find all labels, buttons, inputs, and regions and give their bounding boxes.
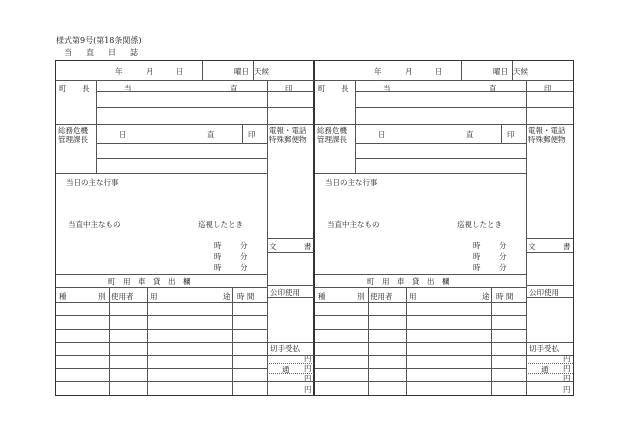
grid-line — [96, 107, 314, 108]
grid-line — [355, 158, 526, 159]
grid-line — [526, 285, 573, 286]
user-label: 使用者 — [370, 292, 393, 301]
weekday-label: 曜日 — [493, 67, 508, 76]
grid-line — [147, 287, 148, 395]
grid-line — [56, 287, 267, 288]
document-label-right: 書 — [563, 242, 571, 251]
grid-line — [512, 61, 513, 80]
crisis-manager-label-1: 総務危機 — [317, 126, 347, 135]
grid-line — [253, 61, 254, 80]
grid-line — [56, 368, 267, 369]
time-label: 時 間 — [237, 292, 255, 301]
grid-line — [315, 173, 526, 174]
dotted-line — [526, 363, 573, 364]
yen-label-3: 円 — [563, 374, 571, 383]
weekday-label: 曜日 — [234, 67, 249, 76]
user-label: 使用者 — [111, 292, 134, 301]
month-label: 月 — [405, 67, 413, 76]
grid-line — [526, 287, 527, 395]
choku-label: 直 — [207, 130, 215, 139]
use-label-right: 途 — [223, 292, 231, 301]
grid-line — [526, 238, 573, 239]
grid-line — [202, 61, 203, 80]
seal-label-2: 印 — [507, 130, 515, 139]
dotted-line — [267, 373, 314, 374]
month-label: 月 — [146, 67, 154, 76]
grid-line — [56, 274, 267, 275]
document-label-left: 文 — [528, 242, 536, 251]
grid-line — [56, 302, 267, 303]
grid-line — [315, 329, 526, 330]
crisis-manager-label-2: 管理課長 — [317, 135, 347, 144]
yen-label-3: 円 — [304, 374, 312, 383]
use-label-left: 用 — [409, 292, 417, 301]
grid-line — [315, 355, 573, 356]
telegram-label-2: 特殊郵便物 — [269, 135, 307, 144]
grid-line — [461, 61, 462, 80]
chief-label-left: 町 — [318, 84, 326, 93]
grid-line — [526, 80, 527, 124]
chief-label-left: 町 — [59, 84, 67, 93]
year-label: 年 — [374, 67, 382, 76]
grid-line — [267, 287, 268, 395]
grid-line — [56, 173, 267, 174]
grid-line — [267, 297, 314, 298]
grid-line — [267, 252, 314, 253]
vehicle-log-title: 町 用 車 貸 出 欄 — [108, 277, 191, 286]
time-label: 時 間 — [496, 292, 514, 301]
hour-label-2: 時 — [473, 252, 481, 261]
grid-line — [56, 355, 314, 356]
duty-label-left: 当 — [124, 84, 132, 93]
kind-label-left: 種 — [59, 292, 67, 301]
yen-label-1: 円 — [563, 354, 571, 363]
grid-line — [315, 368, 526, 369]
yen-label-4: 円 — [563, 385, 571, 394]
day-label: 日 — [176, 67, 184, 76]
grid-line — [242, 124, 243, 143]
tsuu-label: 通 — [541, 365, 549, 374]
grid-line — [491, 287, 492, 395]
stamp-receipt-label: 切手受払 — [529, 344, 559, 353]
main-events-label: 当日の主な行事 — [325, 178, 378, 187]
grid-line — [315, 302, 526, 303]
grid-line — [96, 80, 97, 173]
day-label: 日 — [435, 67, 443, 76]
grid-line — [406, 287, 407, 395]
patrol-label: 巡視したとき — [198, 220, 243, 229]
dotted-line — [267, 363, 314, 364]
nichi-label: 日 — [119, 130, 127, 139]
duty-main-label: 当直中主なもの — [68, 220, 121, 229]
grid-line — [56, 381, 314, 382]
telegram-label-2: 特殊郵便物 — [528, 135, 566, 144]
left-panel — [56, 61, 314, 395]
document-label-right: 書 — [304, 242, 312, 251]
choku-label: 直 — [466, 130, 474, 139]
kind-label-right: 別 — [98, 292, 106, 301]
kind-label-right: 別 — [357, 292, 365, 301]
grid-line — [56, 315, 267, 316]
grid-line — [526, 297, 573, 298]
document-label-left: 文 — [269, 242, 277, 251]
hour-label-1: 時 — [473, 241, 481, 250]
crisis-manager-label-2: 管理課長 — [58, 135, 88, 144]
grid-line — [56, 329, 267, 330]
seal-label: 印 — [544, 84, 552, 93]
chief-label-right: 長 — [341, 84, 349, 93]
form-title: 当 直 日 誌 — [64, 48, 141, 57]
vehicle-log-title: 町 用 車 貸 出 欄 — [367, 277, 450, 286]
nichi-label: 日 — [378, 130, 386, 139]
patrol-label: 巡視したとき — [457, 220, 502, 229]
grid-line — [355, 91, 573, 92]
grid-line — [355, 107, 573, 108]
yen-label-1: 円 — [304, 354, 312, 363]
minute-label-2: 分 — [240, 252, 248, 261]
seal-label: 印 — [285, 84, 293, 93]
duty-main-label: 当直中主なもの — [327, 220, 380, 229]
grid-line — [56, 80, 314, 81]
seal-label-2: 印 — [248, 130, 256, 139]
yen-label-4: 円 — [304, 385, 312, 394]
hour-label-3: 時 — [214, 263, 222, 272]
grid-line — [315, 381, 573, 382]
grid-line — [315, 287, 526, 288]
telegram-label-1: 電報・電話 — [269, 126, 307, 135]
duty-label-right: 直 — [230, 84, 238, 93]
telegram-label-1: 電報・電話 — [528, 126, 566, 135]
hour-label-1: 時 — [214, 241, 222, 250]
grid-line — [267, 238, 314, 239]
yen-label-2: 円 — [563, 364, 571, 373]
seal-use-label: 公印使用 — [270, 288, 300, 297]
duty-label-right: 直 — [489, 84, 497, 93]
grid-line — [315, 124, 573, 125]
form-number: 様式第9号(第18条関係) — [56, 36, 142, 45]
minute-label-3: 分 — [240, 263, 248, 272]
grid-line — [355, 143, 526, 144]
minute-label-1: 分 — [499, 241, 507, 250]
grid-line — [501, 124, 502, 143]
yen-label-2: 円 — [304, 364, 312, 373]
weather-label: 天候 — [513, 67, 528, 76]
duty-log-sheet — [55, 60, 574, 396]
use-label-right: 途 — [482, 292, 490, 301]
duty-label-left: 当 — [383, 84, 391, 93]
grid-line — [56, 124, 314, 125]
grid-line — [96, 143, 267, 144]
grid-line — [355, 80, 356, 173]
grid-line — [315, 342, 573, 343]
grid-line — [368, 287, 369, 395]
grid-line — [232, 287, 233, 395]
main-events-label: 当日の主な行事 — [66, 178, 119, 187]
grid-line — [267, 80, 268, 124]
grid-line — [526, 252, 573, 253]
hour-label-2: 時 — [214, 252, 222, 261]
right-panel — [315, 61, 573, 395]
year-label: 年 — [115, 67, 123, 76]
crisis-manager-label-1: 総務危機 — [58, 126, 88, 135]
tsuu-label: 通 — [282, 365, 290, 374]
grid-line — [96, 158, 267, 159]
minute-label-3: 分 — [499, 263, 507, 272]
grid-line — [109, 287, 110, 395]
use-label-left: 用 — [150, 292, 158, 301]
grid-line — [56, 342, 314, 343]
kind-label-left: 種 — [318, 292, 326, 301]
dotted-line — [526, 373, 573, 374]
hour-label-3: 時 — [473, 263, 481, 272]
grid-line — [315, 80, 573, 81]
minute-label-1: 分 — [240, 241, 248, 250]
minute-label-2: 分 — [499, 252, 507, 261]
grid-line — [315, 315, 526, 316]
chief-label-right: 長 — [82, 84, 90, 93]
stamp-receipt-label: 切手受払 — [270, 344, 300, 353]
weather-label: 天候 — [254, 67, 269, 76]
grid-line — [96, 91, 314, 92]
grid-line — [315, 274, 526, 275]
seal-use-label: 公印使用 — [529, 288, 559, 297]
grid-line — [267, 285, 314, 286]
